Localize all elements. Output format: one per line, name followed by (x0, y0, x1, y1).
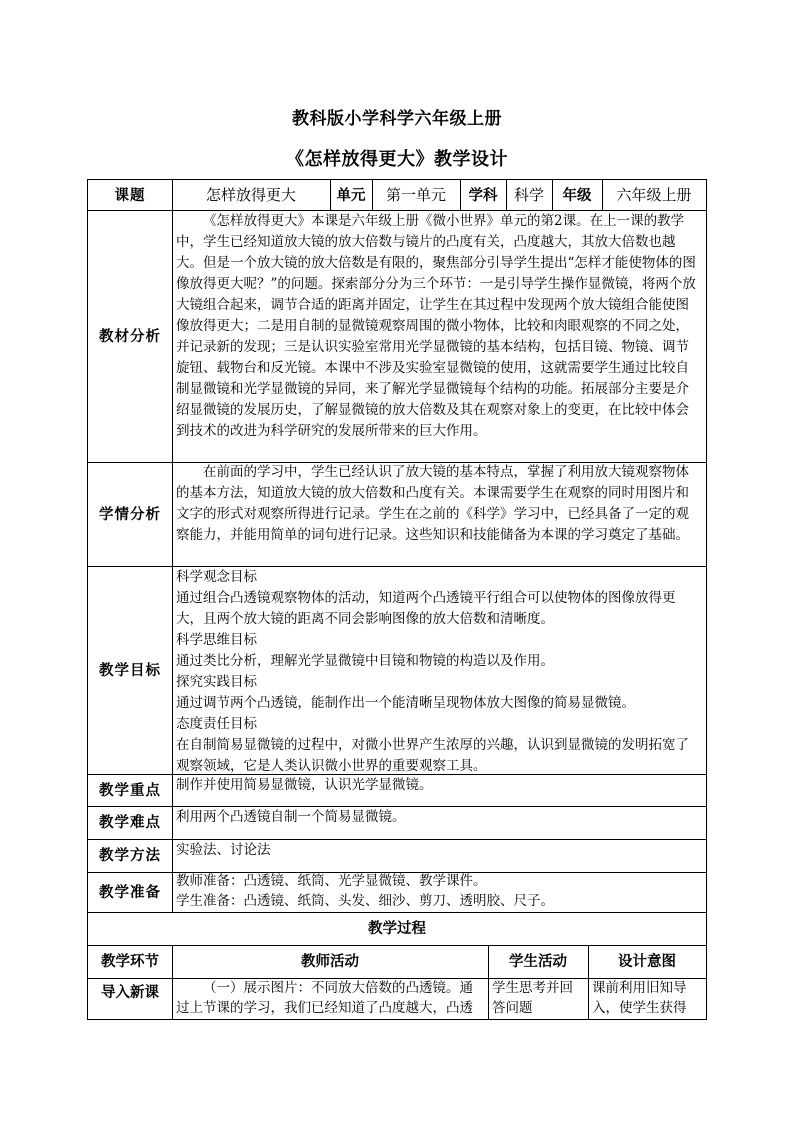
preparation-label: 教学准备 (99, 883, 161, 901)
key-point-label: 教学重点 (99, 781, 161, 799)
doc-title-line1: 教科版小学科学六年级上册 (292, 109, 502, 129)
learner-analysis-text: 在前面的学习中，学生已经认识了放大镜的基本特点，掌握了利用放大镜观察物体的基本方法，知道放大镜的放大倍数和凸度有关。本课需要学生在观察的同时用图片和文字的形式对观察所得进行记录。学生在之前的《科学》学习中，已经具备了一定的观察能力，并能用简单的词句进行记录。这些知识和技能储备为本课的学习奠定了基础。 (176, 464, 689, 543)
goal-heading: 科学思维目标 (176, 632, 257, 648)
subject-value: 科学 (513, 185, 544, 204)
teaching-goals-label: 教学目标 (99, 661, 161, 679)
difficulty-text: 利用两个凸透镜自制一个简易显微镜。 (176, 809, 406, 825)
process-row-stage: 导入新课 (101, 983, 159, 1001)
process-title: 教学过程 (368, 920, 426, 937)
material-analysis-text: 《怎样放得更大》本课是六年级上册《微小世界》单元的第2课。在上一课的教学中，学生已经知道放大镜的放大倍数与镜片的凸度有关，凸度越大，其放大倍数也越大。但是一个放大镜的放大倍数是有限的，聚焦部分引导学生提出“怎样才能使物体的图像放得更大呢？”的问题。探索部分分为三个环节：一是引导学生操作显微镜，将两个放大镜组合起来，调节合适的距离并固定，让学生在其过程中发现两个放大镜组合能使图像放得更大；二是用自制的显微镜观察周围的微小物体，比较和肉眼观察的不同之处，并记录新的发现；三是认识实验室常用光学显微镜的基本结构，包括目镜、物镜、调节旋钮、载物台和反光镜。本课中不涉及实验室显微镜的使用，这就需要学生通过比较自制显微镜和光学显微镜的异同，来了解光学显微镜每个结构的功能。拓展部分主要是介绍显微镜的发展历史，了解显微镜的放大倍数及其在观察对象上的变更，在比较中体会到技术的改进为科学研究的发展所带来的巨大作用。 (176, 213, 696, 439)
goal-heading: 探究实践目标 (176, 674, 257, 690)
method-label: 教学方法 (99, 847, 161, 864)
unit-label: 单元 (336, 186, 366, 204)
goal-text: 通过调节两个凸透镜，能制作出一个能清晰呈现物体放大图像的简易显微镜。 (176, 695, 635, 711)
doc-title-line2: 《怎样放得更大》教学设计 (286, 149, 508, 170)
unit-value: 第一单元 (385, 185, 446, 204)
topic-label: 课题 (114, 186, 146, 204)
goal-heading: 科学观念目标 (176, 569, 257, 585)
process-row-student: 学生思考并回答问题 (492, 980, 573, 1016)
process-row-intent: 课前利用旧知导入，使学生获得 (592, 980, 687, 1016)
process-header-intent: 设计意图 (618, 953, 676, 970)
grade-label: 年级 (562, 186, 592, 204)
process-header-teacher: 教师活动 (301, 953, 359, 970)
process-header-stage: 教学环节 (101, 953, 159, 970)
goal-text: 通过组合凸透镜观察物体的活动，知道两个凸透镜平行组合可以使物体的图像放得更大，且两个放大镜的距离不同会影响图像的放大倍数和清晰度。 (176, 590, 676, 627)
grade-value: 六年级上册 (616, 185, 692, 204)
subject-label: 学科 (468, 186, 498, 204)
preparation-body (172, 872, 706, 912)
goal-heading: 态度责任目标 (176, 716, 257, 732)
key-point-text: 制作并使用简易显微镜，认识光学显微镜。 (176, 777, 433, 793)
teacher-preparation: 教师准备：凸透镜、纸筒、光学显微镜、教学课件。 (176, 873, 487, 889)
goal-text: 在自制简易显微镜的过程中，对微小世界产生浓厚的兴趣，认识到显微镜的发明拓宽了观察领域，它是人类认识微小世界的重要观察工具。 (176, 737, 689, 774)
method-text: 实验法、讨论法 (176, 842, 271, 858)
material-analysis-label: 教材分析 (99, 327, 161, 345)
goal-text: 通过类比分析，理解光学显微镜中目镜和物镜的构造以及作用。 (176, 653, 554, 669)
student-preparation: 学生准备：凸透镜、纸筒、头发、细沙、剪刀、透明胶、尺子。 (176, 892, 554, 909)
difficulty-label: 教学难点 (99, 814, 161, 831)
learner-analysis-label: 学情分析 (99, 505, 161, 523)
topic-value: 怎样放得更大 (205, 185, 296, 204)
process-header-student: 学生活动 (509, 953, 567, 970)
teaching-goals-body (172, 567, 706, 773)
process-row-teacher: （一）展示图片：不同放大倍数的凸透镜。通过上节课的学习，我们已经知道了凸度越大，凸透 (176, 980, 473, 1016)
